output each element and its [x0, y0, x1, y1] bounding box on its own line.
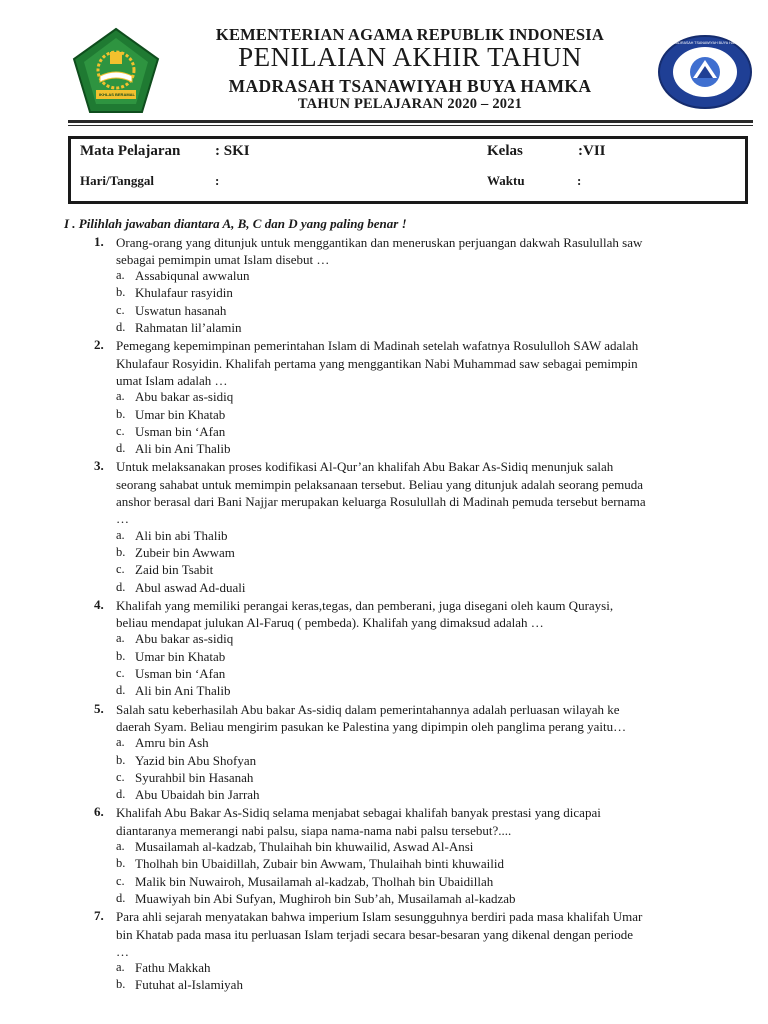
option-letter: d. — [116, 579, 126, 594]
option-text: Umar bin Khatab — [135, 648, 226, 664]
question-text-line: … — [116, 943, 129, 959]
question-text-line: Pemegang kepemimpinan pemerintahan Islam di Madinah setelah wafatnya Rosululloh SAW adalah — [116, 338, 639, 354]
question-text-line: Khalifah yang memiliki perangai keras,tegas, dan pemberani, juga disegani oleh kaum Quraysi, — [116, 597, 614, 613]
option-letter: c. — [116, 423, 125, 438]
header-rule-thick — [68, 120, 753, 123]
question-text-line: Para ahli sejarah menyatakan bahwa imperium Islam sesungguhnya berdiri pada masa khalifah Umar — [116, 909, 643, 925]
option-text: Ali bin Ani Thalib — [135, 441, 231, 457]
option-letter: d. — [116, 890, 126, 905]
option-text: Yazid bin Abu Shofyan — [135, 752, 257, 768]
option-letter: c. — [116, 302, 125, 317]
question-number: 4. — [94, 596, 104, 612]
option-text: Muawiyah bin Abi Sufyan, Mughiroh bin Sub’ah, Musailamah al-kadzab — [135, 890, 516, 906]
question-text-line: daerah Syam. Beliau mengirim pasukan ke Palestina yang dipimpin oleh panglima perang yaitu… — [116, 718, 627, 734]
school-name: MADRASAH TSANAWIYAH BUYA HAMKA — [228, 76, 592, 96]
option-letter: c. — [116, 769, 125, 784]
instruction: I . Pilihlah jawaban diantara A, B, C dan D yang paling benar ! — [64, 216, 407, 231]
option-text: Fathu Makkah — [135, 960, 211, 976]
question-text-line: sebagai pemimpin umat Islam disebut … — [116, 251, 330, 267]
option-text: Zubeir bin Awwam — [135, 544, 235, 560]
option-letter: d. — [116, 441, 126, 456]
option-text: Rahmatan lil’alamin — [135, 320, 242, 335]
option-text: Uswatun hasanah — [135, 302, 227, 318]
option-letter: b. — [116, 406, 126, 421]
option-text: Usman bin ‘Afan — [135, 423, 226, 439]
class-value: :VII — [578, 143, 606, 159]
option-letter: c. — [116, 666, 125, 680]
question-text-line: Khulafaur Rosyidin. Khalifah pertama yang menggantikan Nabi Muhammad saw sebagai pemimpin — [116, 355, 638, 371]
option-text: Futuhat al-Islamiyah — [135, 977, 243, 993]
option-letter: d. — [116, 320, 126, 334]
question-text-line: Salah satu keberhasilah Abu bakar As-sidiq dalam pemerintahannya adalah perluasan wilayah ke — [116, 701, 620, 717]
question-number: 3. — [94, 458, 104, 474]
date-value: : — [215, 173, 220, 188]
ministry-name: KEMENTERIAN AGAMA REPUBLIK INDONESIA — [215, 25, 605, 44]
header-rule-thin — [68, 125, 753, 126]
option-letter: b. — [116, 544, 126, 559]
option-letter: a. — [116, 527, 125, 542]
option-letter: b. — [116, 285, 126, 300]
question-text-line: beliau mendapat julukan Al-Faruq ( pembeda). Khalifah yang dimaksud adalah … — [116, 615, 544, 631]
school-logo — [657, 34, 753, 110]
option-text: Zaid bin Tsabit — [135, 562, 214, 578]
option-letter: a. — [116, 735, 125, 750]
option-letter: c. — [116, 562, 125, 577]
date-label: Hari/Tanggal — [80, 173, 154, 188]
option-text: Ali bin abi Thalib — [135, 527, 228, 543]
option-text: Abul aswad Ad-duali — [135, 579, 246, 595]
time-value: : — [577, 173, 582, 188]
option-letter: d. — [116, 787, 126, 802]
option-text: Abu bakar as-sidiq — [135, 389, 234, 405]
option-letter: d. — [116, 683, 126, 698]
option-text: Amru bin Ash — [135, 735, 209, 751]
time-label: Waktu — [487, 173, 525, 188]
subject-value: : SKI — [215, 143, 250, 159]
question-number: 7. — [94, 908, 104, 924]
option-letter: b. — [116, 752, 126, 767]
option-letter: a. — [116, 389, 125, 404]
option-text: Assabiqunal awwalun — [135, 268, 250, 284]
question-text-line: Untuk melaksanakan proses kodifikasi Al-Qur’an khalifah Abu Bakar As-Sidiq menunjuk salah — [116, 459, 614, 475]
option-text: Usman bin ‘Afan — [135, 666, 226, 681]
option-text: Musailamah al-kadzab, Thulaihah bin khuwailid, Aswad Al-Ansi — [135, 839, 474, 854]
option-text: Umar bin Khatab — [135, 406, 226, 422]
kemenag-logo — [70, 26, 162, 118]
question-text-line: diantaranya memerangi nabi palsu, siapa nama-nama nabi palsu tersebut?.... — [116, 822, 512, 838]
option-letter: b. — [116, 648, 126, 663]
option-letter: c. — [116, 873, 125, 888]
question-text-line: seorang sahabat untuk memimpin pelaksanaan tersebut. Beliau yang ditunjuk adalah seorang pemuda — [116, 476, 644, 492]
question-number: 1. — [94, 233, 104, 249]
school-logo-label: MADRASAH TSANAWIYAH BUYA HAMKA — [673, 41, 742, 45]
question-text-line: umat Islam adalah … — [116, 372, 228, 388]
option-text: Abu bakar as-sidiq — [135, 631, 234, 647]
option-text: Abu Ubaidah bin Jarrah — [135, 787, 260, 803]
question-text-line: bin Khatab pada masa itu perluasan Islam terjadi secara besar-besaran yang dikenal dengan periode — [116, 926, 633, 942]
option-text: Malik bin Nuwairoh, Musailamah al-kadzab, Tholhah bin Ubaidillah — [135, 873, 494, 889]
option-text: Syurahbil bin Hasanah — [135, 769, 254, 785]
question-number: 5. — [94, 700, 104, 716]
subject-label: Mata Pelajaran — [80, 143, 181, 159]
question-text-line: anshor berasal dari Bani Najjar merupakan keluarga Rosulullah di Madinah pemuda tersebut bernama — [116, 494, 646, 509]
option-letter: a. — [116, 268, 125, 283]
option-text: Ali bin Ani Thalib — [135, 683, 231, 699]
question-text-line: Orang-orang yang ditunjuk untuk menggantikan dan meneruskan perjuangan dakwah Rasulullah saw — [116, 234, 643, 250]
option-text: Khulafaur rasyidin — [135, 285, 233, 301]
class-label: Kelas — [487, 143, 523, 159]
academic-year: TAHUN PELAJARAN 2020 – 2021 — [297, 96, 523, 112]
question-number: 6. — [94, 804, 104, 820]
option-letter: a. — [116, 631, 125, 646]
option-text: Tholhah bin Ubaidillah, Zubair bin Awwam, Thulaihah binti khuwailid — [135, 856, 505, 872]
question-text-line: … — [116, 511, 129, 527]
logo-motto: IKHLAS BERAMAL — [99, 92, 135, 97]
question-number: 2. — [94, 337, 104, 353]
option-letter: b. — [116, 977, 126, 992]
option-letter: a. — [116, 960, 125, 975]
question-text-line: Khalifah Abu Bakar As-Sidiq selama menjabat sebagai khalifah banyak prestasi yang dicapai — [116, 805, 601, 821]
option-letter: b. — [116, 856, 126, 871]
option-letter: a. — [116, 839, 125, 853]
exam-title: PENILAIAN AKHIR TAHUN — [238, 42, 582, 72]
